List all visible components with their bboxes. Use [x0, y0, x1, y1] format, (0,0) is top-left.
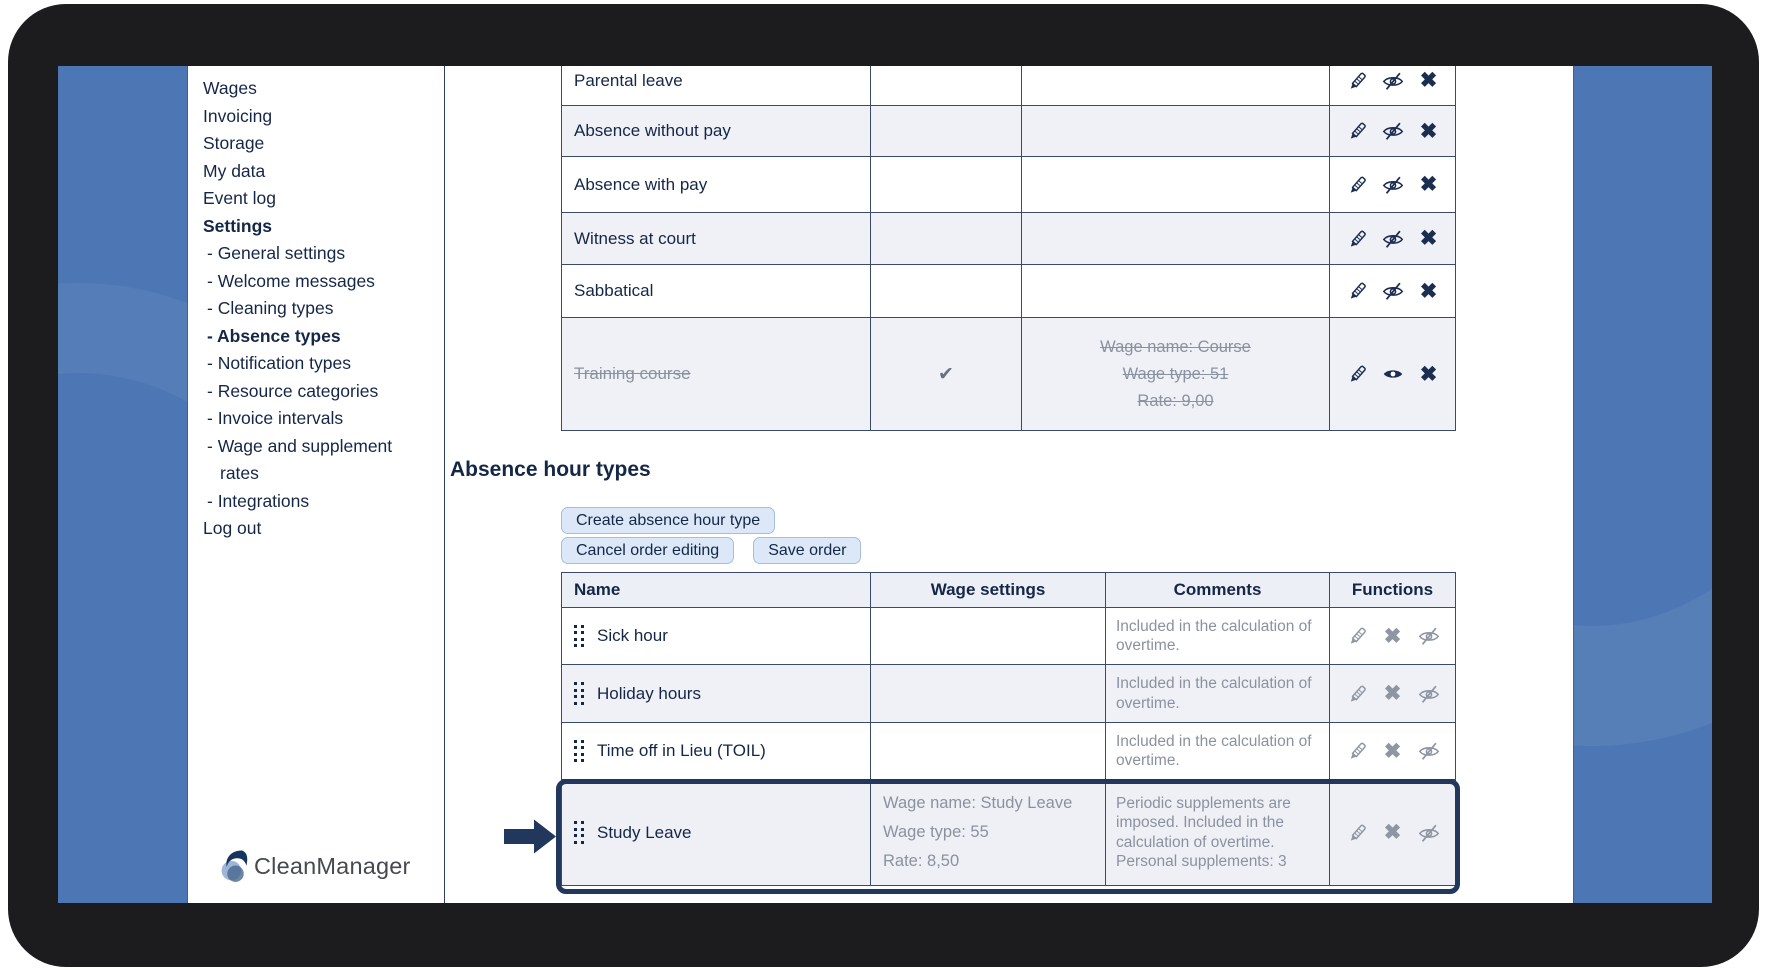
- show-eye-icon[interactable]: [1380, 362, 1405, 387]
- absence-type-row: [562, 66, 1455, 106]
- hide-eye-slash-icon[interactable]: [1416, 624, 1441, 649]
- create-button-row: [561, 507, 775, 534]
- hour-type-comment-cell: [1106, 608, 1330, 664]
- absence-type-functions-cell: [1330, 318, 1455, 430]
- main-content: [446, 66, 1573, 903]
- hide-eye-slash-icon[interactable]: [1380, 279, 1405, 304]
- hour-type-functions-cell: [1330, 780, 1455, 885]
- edit-icon[interactable]: [1344, 172, 1369, 197]
- hour-type-functions-cell: [1330, 608, 1455, 664]
- delete-x-glyph: ✖: [1419, 69, 1438, 92]
- logo: [220, 849, 411, 884]
- absence-hour-types-title: Absence hour types: [450, 458, 651, 481]
- delete-x-glyph: ✖: [1419, 119, 1438, 143]
- absence-type-name: Absence without pay: [574, 121, 731, 140]
- sidebar-item-event-log[interactable]: Event log: [203, 188, 276, 208]
- hour-type-comment: Periodic supplements are imposed. Included in the calculation of overtime. Personal supplements: 3: [1116, 794, 1291, 870]
- sidebar-item-log-out[interactable]: Log out: [203, 518, 262, 538]
- absence-type-wage-cell: [1022, 106, 1330, 156]
- hour-type-functions-cell: [1330, 723, 1455, 779]
- delete-icon[interactable]: [1416, 172, 1441, 197]
- hour-type-name: Sick hour: [597, 626, 668, 645]
- delete-icon[interactable]: [1416, 279, 1441, 304]
- hour-type-name: Study Leave: [597, 822, 692, 842]
- sidebar-item-general-settings[interactable]: - General settings: [207, 243, 346, 263]
- delete-x-glyph: ✖: [1419, 362, 1438, 386]
- sidebar-item-settings[interactable]: Settings: [203, 215, 273, 236]
- delete-x-glyph: ✖: [1383, 682, 1402, 705]
- absence-type-name: Absence with pay: [574, 174, 708, 194]
- absence-type-check-cell: [871, 66, 1022, 105]
- absence-type-functions-cell: [1330, 66, 1455, 105]
- absence-type-name-cell: [562, 157, 871, 212]
- hour-type-row: [562, 608, 1455, 665]
- edit-icon[interactable]: [1344, 681, 1369, 706]
- sidebar-item-invoicing[interactable]: Invoicing: [203, 105, 273, 126]
- hour-type-comment-cell: [1106, 780, 1330, 885]
- absence-type-wage-cell: [1022, 265, 1330, 317]
- order-buttons-row: [561, 537, 861, 564]
- check-icon: ✔: [938, 363, 954, 385]
- hide-eye-slash-icon[interactable]: [1416, 739, 1441, 764]
- absence-type-wage-cell: [1022, 318, 1330, 430]
- hour-type-name-cell: [562, 608, 871, 664]
- delete-icon[interactable]: [1380, 820, 1405, 845]
- sidebar-item-notification-types[interactable]: - Notification types: [207, 353, 351, 373]
- delete-icon[interactable]: [1380, 624, 1405, 649]
- absence-type-name-cell: [562, 318, 871, 430]
- drag-handle[interactable]: [574, 740, 584, 763]
- absence-type-wage-cell: [1022, 66, 1330, 105]
- absence-type-functions-cell: [1330, 106, 1455, 156]
- sidebar-item-resource-categories[interactable]: - Resource categories: [207, 380, 379, 401]
- absence-type-functions-cell: [1330, 157, 1455, 212]
- hide-eye-slash-icon[interactable]: [1380, 172, 1405, 197]
- create-absence-hour-type-button[interactable]: Create absence hour type: [561, 507, 775, 534]
- delete-icon[interactable]: [1416, 119, 1441, 144]
- absence-type-row: [562, 265, 1455, 318]
- drag-handle[interactable]: [574, 625, 584, 648]
- delete-x-glyph: ✖: [1383, 821, 1402, 844]
- hour-type-comment: Included in the calculation of overtime.: [1116, 732, 1312, 769]
- absence-type-check-cell: [871, 265, 1022, 317]
- hour-type-name-cell: [562, 723, 871, 779]
- drag-handle[interactable]: [574, 821, 584, 844]
- hour-type-comment: Included in the calculation of overtime.: [1116, 617, 1312, 654]
- hide-eye-slash-icon[interactable]: [1380, 119, 1405, 144]
- delete-icon[interactable]: [1380, 739, 1405, 764]
- edit-icon[interactable]: [1344, 226, 1369, 251]
- absence-type-name-cell: [562, 265, 871, 317]
- edit-icon[interactable]: [1344, 624, 1369, 649]
- pointer-arrow-icon: [504, 818, 556, 855]
- absence-type-name-cell: [562, 66, 871, 105]
- logo-text: CleanManager: [254, 853, 411, 879]
- sidebar-nav: [203, 75, 408, 543]
- save-order-button[interactable]: Save order: [753, 537, 861, 564]
- hour-type-wage-cell: [871, 723, 1106, 779]
- hour-types-header-row: [562, 573, 1455, 608]
- absence-type-name: Training course: [574, 364, 691, 383]
- hour-type-name-cell: [562, 780, 871, 885]
- delete-x-glyph: ✖: [1419, 173, 1438, 196]
- edit-icon[interactable]: [1344, 820, 1369, 845]
- absence-type-row: [562, 318, 1455, 431]
- delete-icon[interactable]: [1416, 362, 1441, 387]
- wage-setting-line: Rate: 8,50: [883, 852, 960, 870]
- hour-type-row: [562, 723, 1455, 780]
- absence-type-functions-cell: [1330, 213, 1455, 264]
- cancel-order-editing-button[interactable]: Cancel order editing: [561, 537, 734, 564]
- absence-type-name: Sabbatical: [574, 281, 654, 300]
- hide-eye-slash-icon[interactable]: [1416, 820, 1441, 845]
- absence-type-name-cell: [562, 213, 871, 264]
- delete-x-glyph: ✖: [1383, 624, 1402, 648]
- absence-type-row: [562, 213, 1455, 265]
- absence-type-check-cell: [871, 157, 1022, 212]
- wage-setting-line: Wage name: Course: [1100, 337, 1251, 356]
- sidebar-item-my-data[interactable]: My data: [203, 160, 266, 181]
- absence-type-check-cell: [871, 213, 1022, 264]
- absence-type-row: [562, 106, 1455, 157]
- absence-type-name-cell: [562, 106, 871, 156]
- sidebar-item-absence-types[interactable]: - Absence types: [207, 325, 341, 346]
- column-header-functions: Functions: [1351, 580, 1434, 599]
- hide-eye-slash-icon[interactable]: [1380, 68, 1405, 93]
- sidebar-item-wages[interactable]: Wages: [203, 78, 257, 98]
- wage-setting-line: Wage type: 55: [883, 823, 989, 841]
- absence-type-wage-cell: [1022, 157, 1330, 212]
- wage-setting-line: Wage name: Study Leave: [883, 794, 1073, 812]
- absence-hour-types-table: [561, 572, 1456, 886]
- absence-type-check-cell: [871, 106, 1022, 156]
- absence-type-wage-cell: [1022, 213, 1330, 264]
- cleanmanager-swirl-icon: [220, 849, 251, 884]
- column-header-name: Name: [562, 573, 871, 607]
- app-background: [58, 66, 1712, 903]
- sidebar-item-wage-and-supplement-rates[interactable]: - Wage and supplement rates: [207, 435, 393, 483]
- edit-icon[interactable]: [1344, 68, 1369, 93]
- sidebar-item-storage[interactable]: Storage: [203, 133, 265, 153]
- hide-eye-slash-icon[interactable]: [1416, 681, 1441, 706]
- delete-icon[interactable]: [1416, 226, 1441, 251]
- hour-type-comment-cell: [1106, 665, 1330, 722]
- absence-type-row: [562, 157, 1455, 213]
- hour-type-wage-cell: [871, 780, 1106, 885]
- hour-type-row: [562, 665, 1455, 723]
- wage-setting-line: Wage type: 51: [1122, 364, 1229, 383]
- hour-type-name-cell: [562, 665, 871, 722]
- edit-icon[interactable]: [1344, 739, 1369, 764]
- hour-type-functions-cell: [1330, 665, 1455, 722]
- hour-type-comment: Included in the calculation of overtime.: [1116, 675, 1312, 712]
- hide-eye-slash-icon[interactable]: [1380, 226, 1405, 251]
- absence-type-name: Parental leave: [574, 70, 683, 90]
- hour-type-wage-cell: [871, 665, 1106, 722]
- drag-handle[interactable]: [574, 682, 584, 705]
- column-header-wage-settings: Wage settings: [871, 573, 1106, 607]
- column-header-comments: Comments: [1106, 573, 1330, 607]
- content-panel: [188, 66, 1573, 903]
- hour-type-row-highlighted: [562, 780, 1455, 886]
- delete-icon[interactable]: [1380, 681, 1405, 706]
- absence-type-functions-cell: [1330, 265, 1455, 317]
- sidebar-item-cleaning-types[interactable]: - Cleaning types: [207, 298, 334, 318]
- delete-x-glyph: ✖: [1419, 279, 1438, 303]
- absence-type-name: Witness at court: [574, 228, 696, 248]
- sidebar-item-welcome-messages[interactable]: - Welcome messages: [207, 270, 375, 291]
- sidebar-item-integrations[interactable]: - Integrations: [207, 490, 310, 511]
- sidebar-item-invoice-intervals[interactable]: - Invoice intervals: [207, 408, 344, 428]
- hour-type-name: Time off in Lieu (TOIL): [597, 741, 766, 760]
- delete-x-glyph: ✖: [1383, 739, 1402, 763]
- hour-type-name: Holiday hours: [597, 683, 701, 703]
- edit-icon[interactable]: [1344, 279, 1369, 304]
- hour-type-wage-cell: [871, 608, 1106, 664]
- sidebar: [188, 66, 445, 903]
- edit-icon[interactable]: [1344, 362, 1369, 387]
- wage-setting-line: Rate: 9,00: [1137, 391, 1214, 410]
- absence-types-table: [561, 66, 1456, 431]
- delete-icon[interactable]: [1416, 68, 1441, 93]
- absence-type-check-cell: [871, 318, 1022, 430]
- edit-icon[interactable]: [1344, 119, 1369, 144]
- delete-x-glyph: ✖: [1419, 227, 1438, 250]
- hour-type-comment-cell: [1106, 723, 1330, 779]
